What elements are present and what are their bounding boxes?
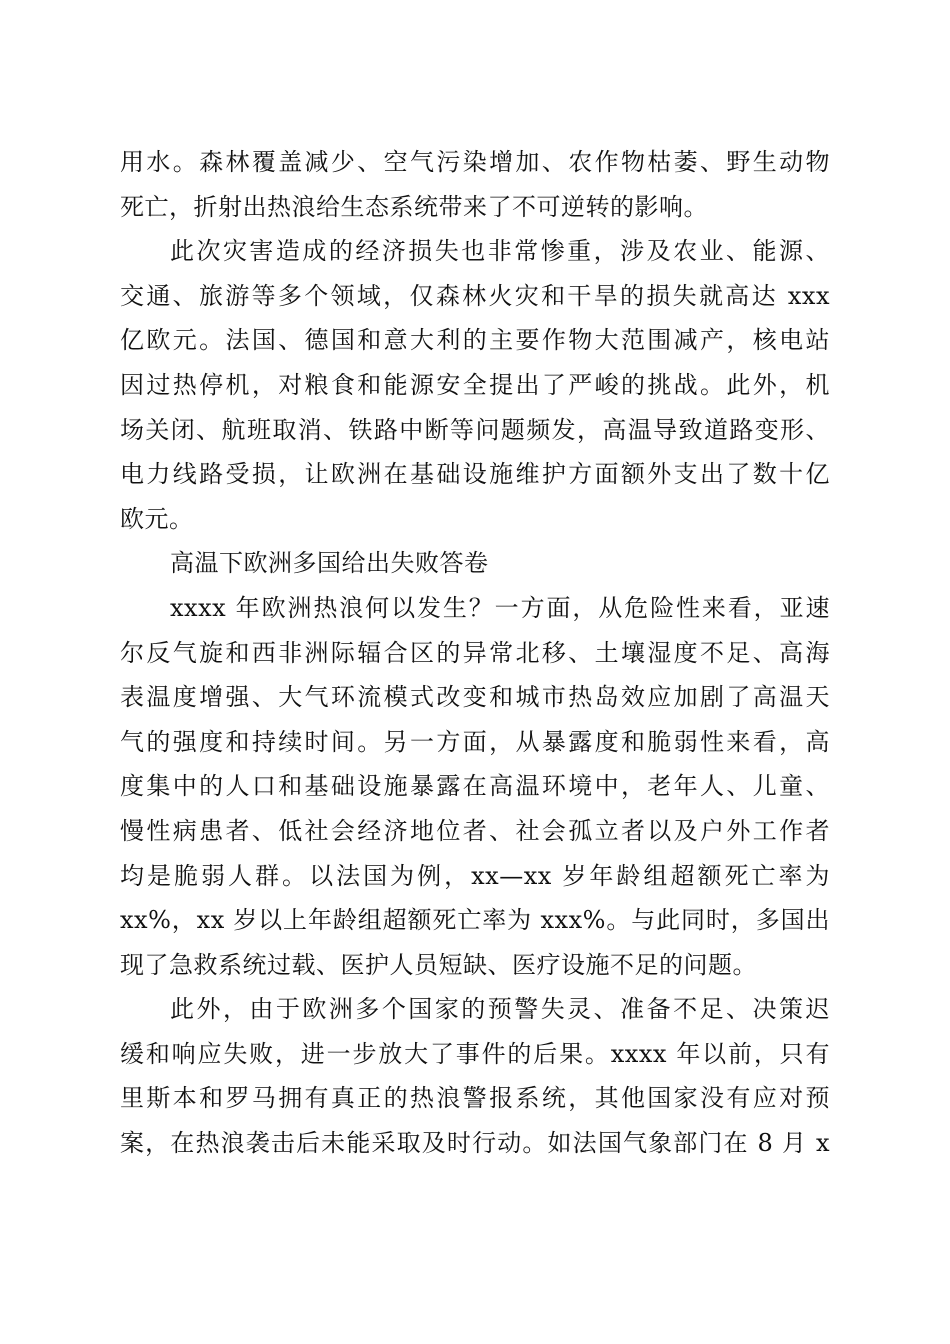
text-line: 现了急救系统过载、医护人员短缺、医疗设施不足的问题。	[120, 950, 757, 979]
text-line: 慢性病患者、低社会经济地位者、社会孤立者以及户外工作者	[120, 816, 830, 845]
text-line: 此外，由于欧洲多个国家的预警失灵、准备不足、决策迟	[170, 995, 830, 1024]
text-line: 气的强度和持续时间。另一方面，从暴露度和脆弱性来看，高	[120, 727, 830, 756]
text-line: 死亡，折射出热浪给生态系统带来了不可逆转的影响。	[120, 192, 708, 221]
text-line: 交通、旅游等多个领域，仅森林火灾和干旱的损失就高达 xxx	[120, 281, 830, 310]
text-line: 用水。森林覆盖减少、空气污染增加、农作物枯萎、野生动物	[120, 148, 830, 176]
text-line: 场关闭、航班取消、铁路中断等问题频发，高温导致道路变形、	[120, 415, 830, 444]
text-line: 均是脆弱人群。以法国为例，xx—xx 岁年龄组超额死亡率为	[120, 861, 830, 890]
text-line: 里斯本和罗马拥有真正的热浪警报系统，其他国家没有应对预	[120, 1084, 830, 1113]
text-line: xxxx 年欧洲热浪何以发生？一方面，从危险性来看，亚速	[170, 593, 830, 622]
text-line: xx%，xx 岁以上年龄组超额死亡率为 xxx%。与此同时，多国出	[120, 906, 830, 935]
body-text	[120, 140, 830, 1166]
text-line: 因过热停机，对粮食和能源安全提出了严峻的挑战。此外，机	[120, 370, 830, 399]
text-line: 缓和响应失败，进一步放大了事件的后果。xxxx 年以前，只有	[120, 1039, 830, 1068]
text-line: 案，在热浪袭击后未能采取及时行动。如法国气象部门在 8 月 x	[120, 1129, 830, 1158]
text-line: 此次灾害造成的经济损失也非常惨重，涉及农业、能源、	[170, 237, 830, 266]
section-heading: 高温下欧洲多国给出失败答卷	[170, 549, 489, 578]
text-line: 尔反气旋和西非洲际辐合区的异常北移、土壤湿度不足、高海	[120, 638, 830, 667]
text-line: 欧元。	[120, 504, 194, 533]
text-line: 度集中的人口和基础设施暴露在高温环境中，老年人、儿童、	[120, 772, 830, 801]
text-line: 电力线路受损，让欧洲在基础设施维护方面额外支出了数十亿	[120, 460, 830, 489]
text-line: 亿欧元。法国、德国和意大利的主要作物大范围减产，核电站	[120, 326, 830, 355]
text-line: 表温度增强、大气环流模式改变和城市热岛效应加剧了高温天	[120, 683, 830, 712]
